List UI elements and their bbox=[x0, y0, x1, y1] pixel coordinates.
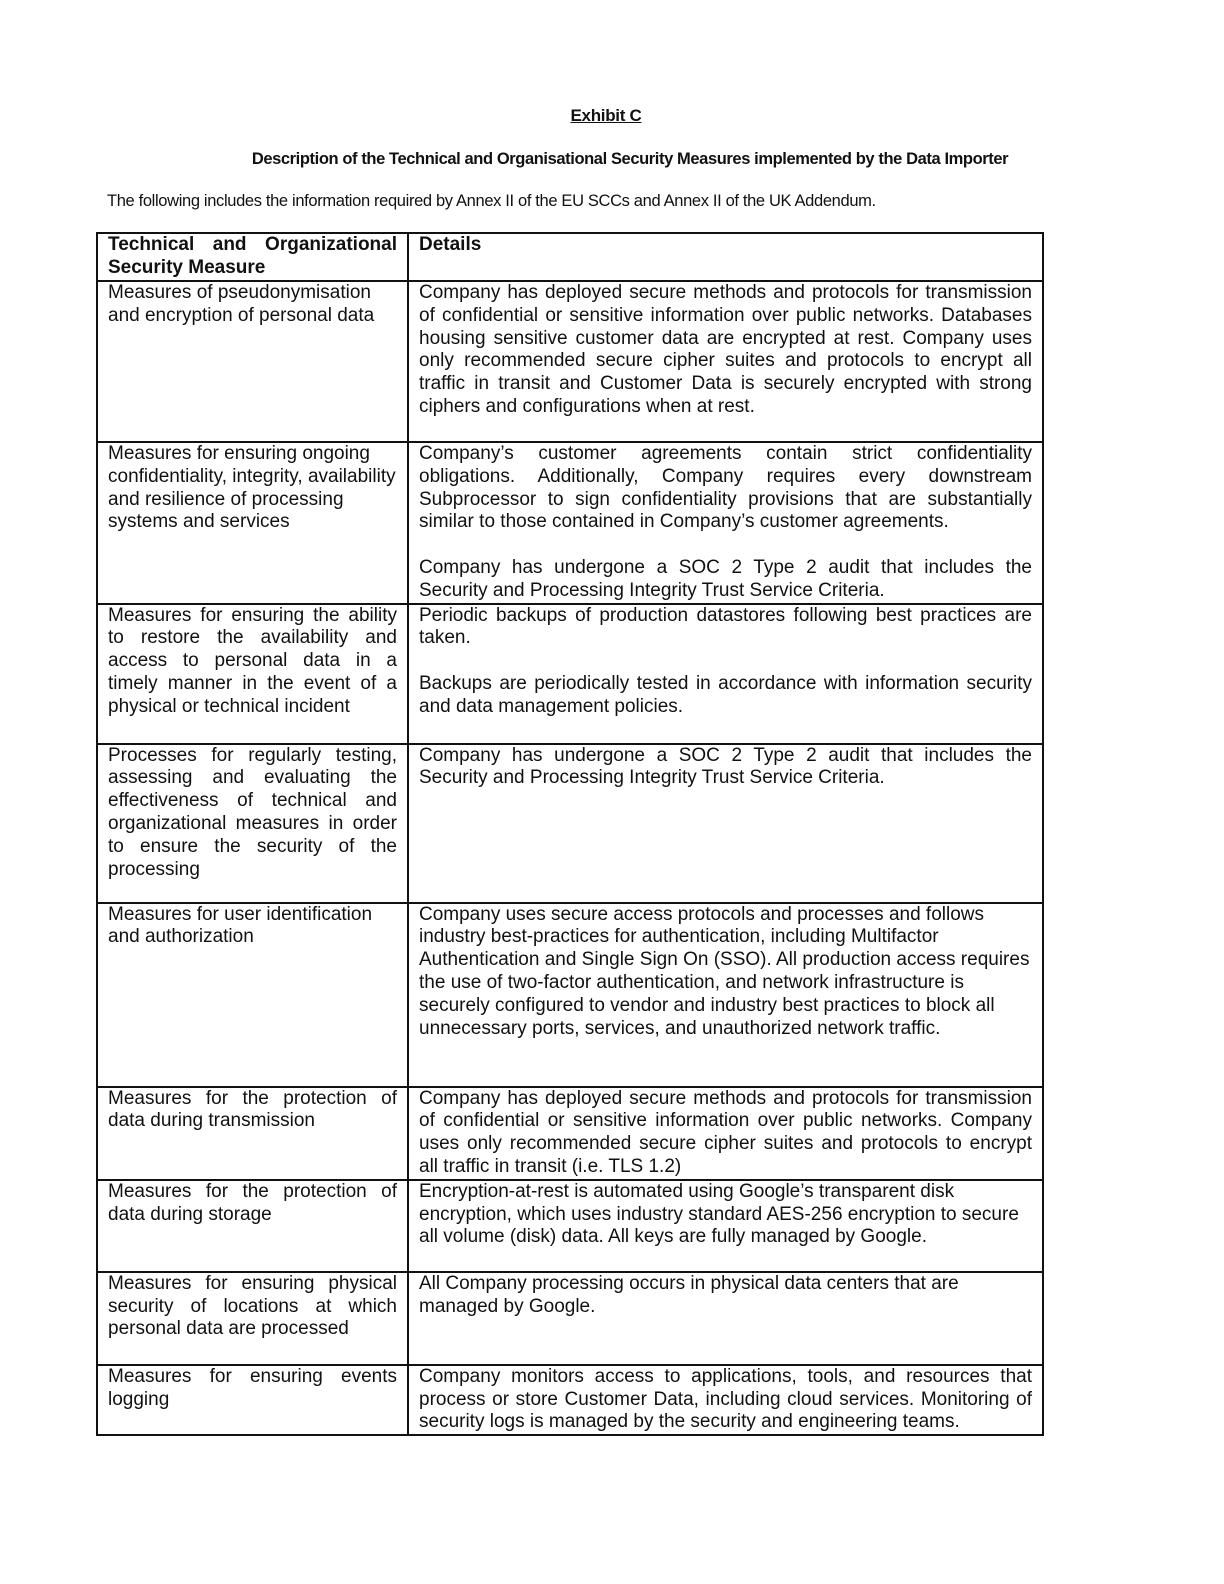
measure-cell: Measures of pseudonymisation and encryption of personal data bbox=[97, 281, 408, 442]
details-cell bbox=[408, 1087, 1043, 1180]
measure-cell: Measures for the protection of data during transmission bbox=[97, 1087, 408, 1180]
table-header-row bbox=[97, 233, 1043, 281]
details-cell bbox=[408, 1365, 1043, 1435]
header-measure: Technical and Organizational Security Measure bbox=[97, 233, 408, 281]
details-paragraph: Company’s customer agreements contain strict confidentiality obligations. Additionally, Company requires every downstream Subprocessor to sign confidentiality provisions that are substantially similar to those contained in Company’s customer agreements. bbox=[419, 443, 1032, 533]
measure-cell: Measures for ensuring ongoing confidentiality, integrity, availability and resilience of processing systems and services bbox=[97, 442, 408, 604]
details-paragraph: Encryption-at-rest is automated using Google’s transparent disk encryption, which uses industry standard AES-256 encryption to secure all volume (disk) data. All keys are fully managed by Google. bbox=[419, 1180, 1019, 1248]
measure-cell: Measures for user identification and authorization bbox=[97, 903, 408, 1087]
details-cell bbox=[408, 1272, 1043, 1365]
table-row bbox=[97, 604, 1043, 744]
table-row bbox=[97, 1087, 1043, 1180]
measure-cell: Processes for regularly testing, assessing and evaluating the effectiveness of technical and organizational measures in order to ensure the security of the processing bbox=[97, 744, 408, 903]
document-subtitle: Description of the Technical and Organisational Security Measures implemented by the Data Importer bbox=[251, 150, 1009, 168]
table-row bbox=[97, 281, 1043, 442]
details-cell bbox=[408, 281, 1043, 442]
details-paragraph: All Company processing occurs in physical data centers that are managed by Google. bbox=[419, 1272, 959, 1317]
measure-cell: Measures for ensuring the ability to restore the availability and access to personal data in a timely manner in the event of a physical or technical incident bbox=[97, 604, 408, 744]
details-paragraph: Company uses secure access protocols and processes and follows industry best-practices for authentication, including Multifactor Authentication and Single Sign On (SSO). All production access requires the use of two-factor authentication, and network infrastructure is securely configured to vendor and industry best practices to block all unnecessary ports, services, and unauthorized network traffic. bbox=[419, 903, 1030, 1039]
measure-cell: Measures for ensuring physical security of locations at which personal data are processed bbox=[97, 1272, 408, 1365]
details-cell bbox=[408, 744, 1043, 903]
details-cell bbox=[408, 1180, 1043, 1272]
table-row bbox=[97, 1365, 1043, 1435]
table-row bbox=[97, 903, 1043, 1087]
measure-cell: Measures for the protection of data during storage bbox=[97, 1180, 408, 1272]
table-row bbox=[97, 442, 1043, 604]
details-cell bbox=[408, 442, 1043, 604]
table-row bbox=[97, 744, 1043, 903]
table-row bbox=[97, 1180, 1043, 1272]
security-measures-table bbox=[96, 232, 1044, 1436]
details-paragraph: Periodic backups of production datastores following best practices are taken. bbox=[419, 604, 1032, 649]
details-paragraph: Company has deployed secure methods and protocols for transmission of confidential or sensitive information over public networks. Databases housing sensitive customer data are encrypted at rest. Company uses only recommended secure cipher suites and protocols to encrypt all traffic in transit and Customer Data is securely encrypted with strong ciphers and configurations when at rest. bbox=[419, 282, 1032, 417]
details-paragraph: Company has undergone a SOC 2 Type 2 audit that includes the Security and Processing Integrity Trust Service Criteria. bbox=[419, 744, 1032, 789]
details-cell bbox=[408, 903, 1043, 1087]
exhibit-title: Exhibit C bbox=[570, 106, 642, 125]
measure-cell: Measures for ensuring events logging bbox=[97, 1365, 408, 1435]
table-row bbox=[97, 1272, 1043, 1365]
header-details: Details bbox=[408, 233, 1043, 281]
details-paragraph: Backups are periodically tested in accordance with information security and data management policies. bbox=[419, 672, 1032, 717]
details-paragraph: Company monitors access to applications, tools, and resources that process or store Customer Data, including cloud services. Monitoring of security logs is managed by the security and engineering teams. bbox=[419, 1365, 1032, 1433]
details-paragraph: Company has deployed secure methods and protocols for transmission of confidential or sensitive information over public networks. Company uses only recommended secure cipher suites and protocols to encrypt all traffic in transit (i.e. TLS 1.2) bbox=[419, 1087, 1032, 1177]
intro-paragraph: The following includes the information required by Annex II of the EU SCCs and Annex II of the UK Addendum. bbox=[107, 192, 876, 210]
details-paragraph: Company has undergone a SOC 2 Type 2 audit that includes the Security and Processing Integrity Trust Service Criteria. bbox=[419, 556, 1032, 601]
details-cell bbox=[408, 604, 1043, 744]
